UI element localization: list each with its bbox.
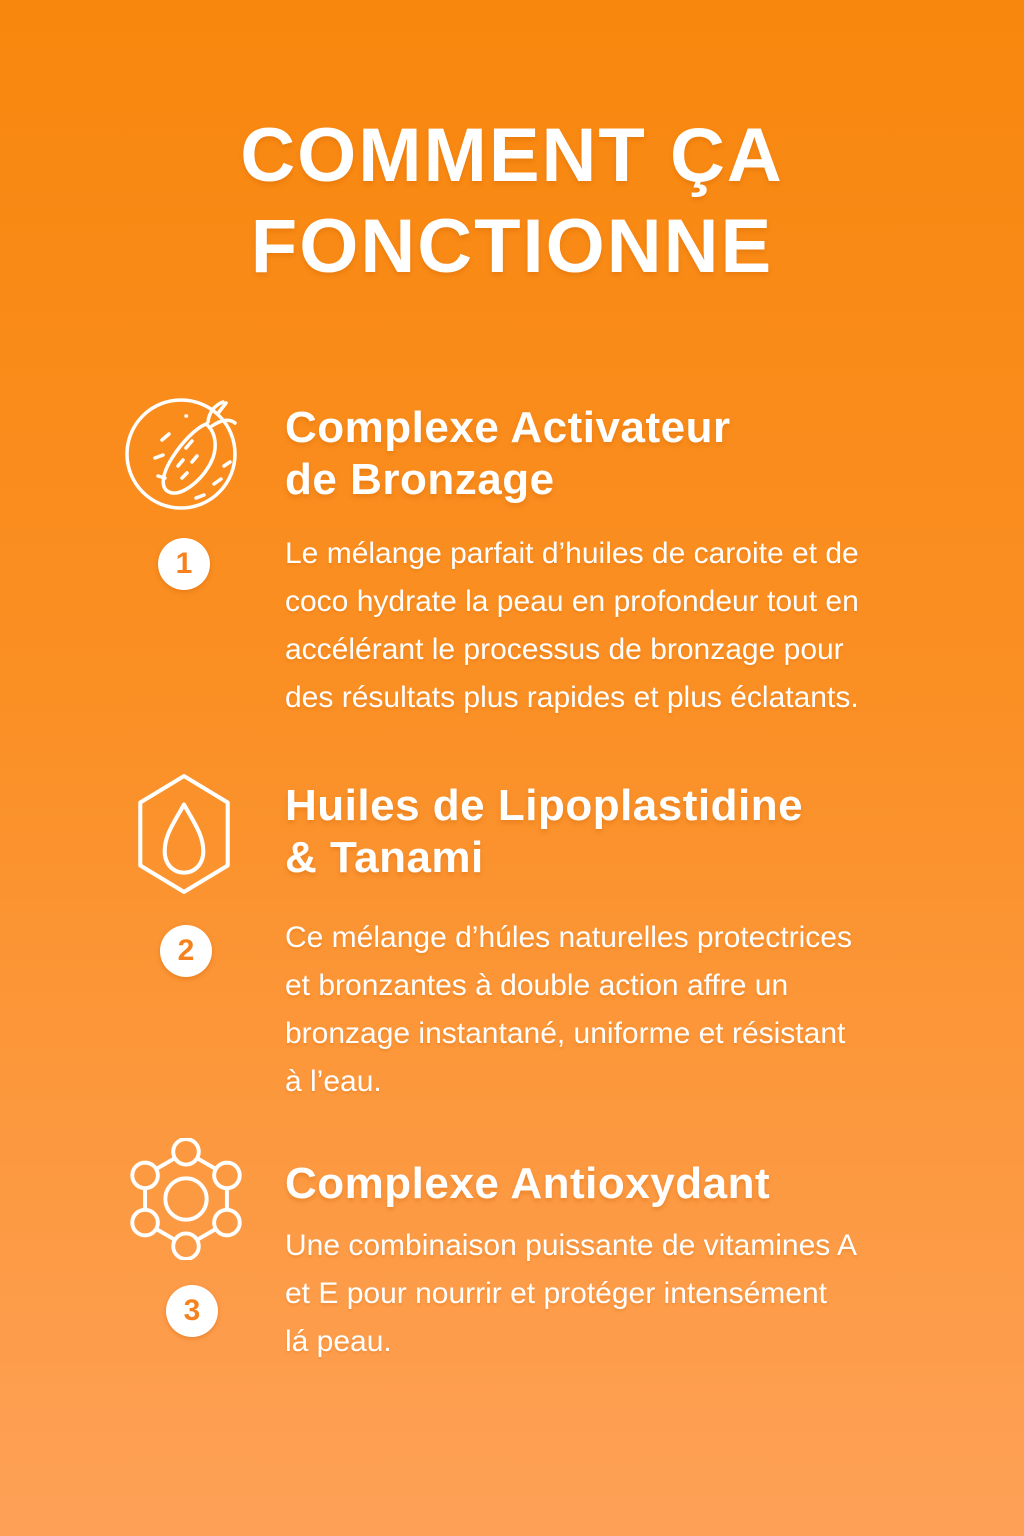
section-3-body-line1: Une combinaison puissante de vitamines A <box>285 1229 857 1262</box>
section-2-body <box>285 914 852 1106</box>
section-3-body <box>285 1222 857 1366</box>
section-2-body-line3: bronzage instantané, uniforme et résistant <box>285 1017 846 1050</box>
section-2-body-line1: Ce mélange d’húles naturelles protectrices <box>285 921 852 954</box>
section-3-heading-line1: Complexe Antioxydant <box>285 1159 771 1208</box>
step-number-1: 1 <box>175 547 193 580</box>
page-title <box>0 110 1024 292</box>
step-number-badge-3 <box>166 1285 218 1337</box>
section-1-body-line2: coco hydrate la peau en profondeur tout en <box>285 585 859 618</box>
molecule-icon <box>125 1138 247 1260</box>
step-number-badge-2 <box>160 925 212 977</box>
page-title-line1: COMMENT ÇA <box>240 113 784 198</box>
page-title-line2: FONCTIONNE <box>250 204 774 289</box>
section-1-heading-line1: Complexe Activateur <box>285 403 731 452</box>
carrot-icon <box>122 392 242 512</box>
section-2-heading <box>285 780 803 884</box>
section-2-heading-line2: & Tanami <box>285 833 484 882</box>
hexagon-droplet-icon <box>133 772 235 896</box>
section-3-body-line2: et E pour nourrir et protéger intensément <box>285 1277 827 1310</box>
step-number-2: 2 <box>177 934 195 967</box>
section-3-heading <box>285 1158 770 1210</box>
section-2-body-line4: à l’eau. <box>285 1065 382 1098</box>
section-1-body-line1: Le mélange parfait d’huiles de caroite et de <box>285 537 859 570</box>
section-3-body-line3: lá peau. <box>285 1325 392 1358</box>
step-number-3: 3 <box>183 1294 201 1327</box>
section-2-body-line2: et bronzantes à double action affre un <box>285 969 789 1002</box>
section-1-body <box>285 530 859 722</box>
section-1-heading-line2: de Bronzage <box>285 455 555 504</box>
section-1-body-line3: accélérant le processus de bronzage pour <box>285 633 844 666</box>
section-2-heading-line1: Huiles de Lipoplastidine <box>285 781 804 830</box>
section-1-body-line4: des résultats plus rapides et plus éclatants. <box>285 681 859 714</box>
step-number-badge-1 <box>158 538 210 590</box>
section-1-heading <box>285 402 731 506</box>
